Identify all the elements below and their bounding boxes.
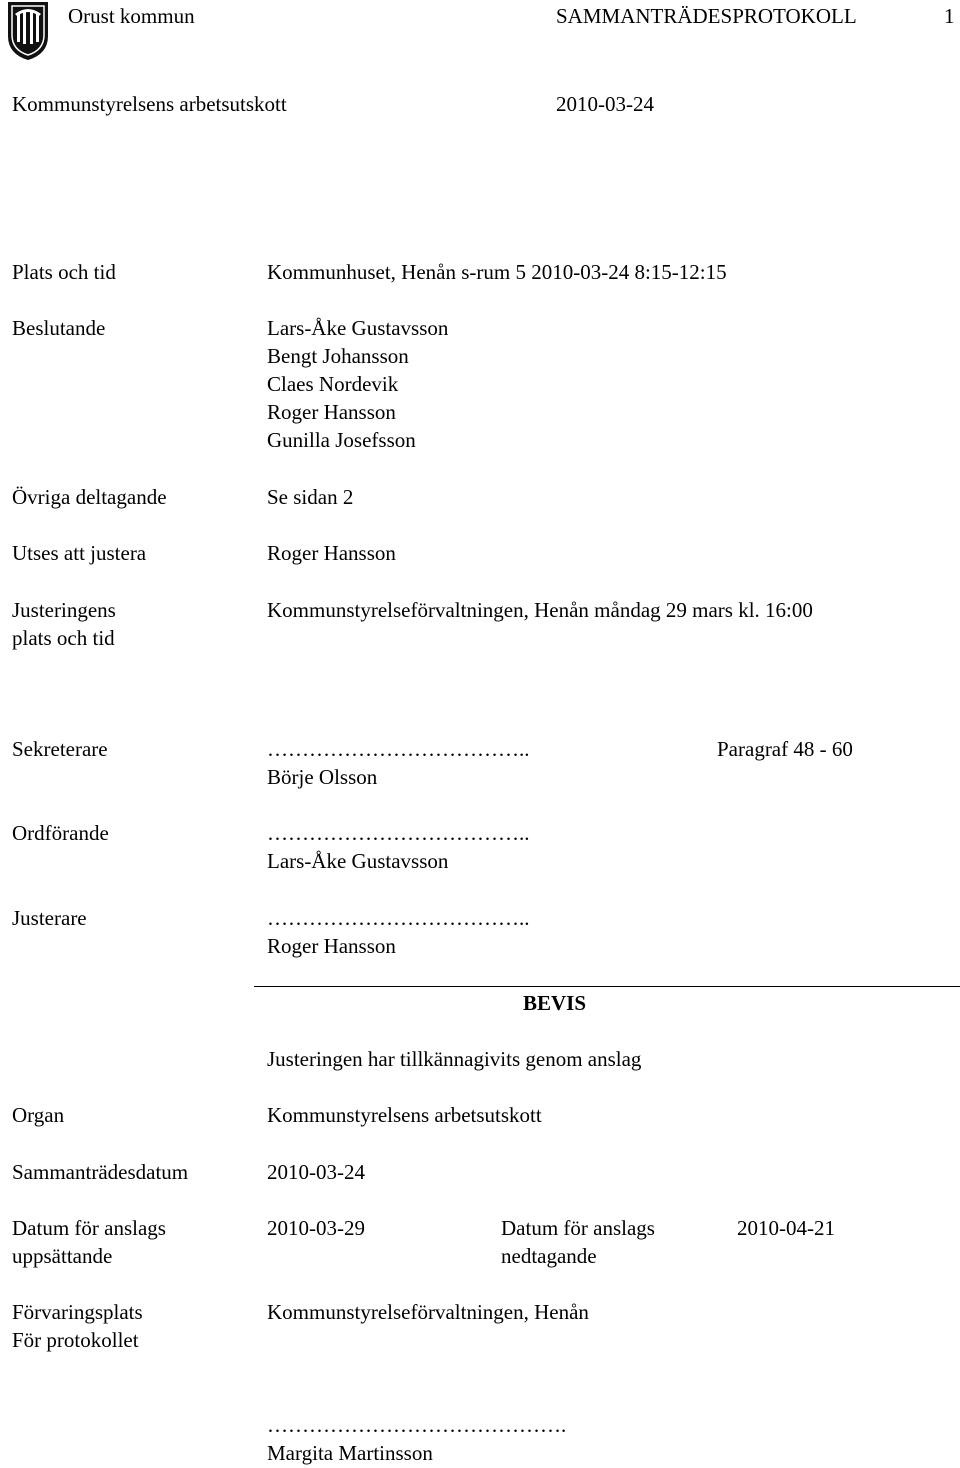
secretary-label: Sekreterare [12,737,108,761]
storage-label-2: För protokollet [12,1328,139,1352]
municipal-coat-of-arms-icon [6,0,50,62]
document-type: SAMMANTRÄDESPROTOKOLL [556,4,857,28]
organ-label: Organ [12,1103,65,1127]
removal-date-value: 2010-04-21 [737,1216,835,1240]
adjuster-name: Roger Hansson [267,934,396,958]
adjuster-select-label: Utses att justera [12,541,147,565]
section-divider [254,986,960,987]
others-value: Se sidan 2 [267,485,354,509]
adjust-place-label: Justeringens [12,598,116,622]
adjust-place-label-2: plats och tid [12,626,115,650]
meeting-date: 2010-03-24 [556,92,654,116]
signer-name: Margita Martinsson [267,1441,433,1465]
place-label: Plats och tid [12,260,116,284]
storage-label: Förvaringsplats [12,1300,143,1324]
chair-signature-line: ……………………………….. [267,821,530,845]
list-item: Bengt Johansson [267,344,409,368]
adjust-place-value: Kommunstyrelseförvaltningen, Henån måndag 29 mars kl. 16:00 [267,598,813,622]
meeting-date-label: Sammanträdesdatum [12,1160,189,1184]
others-label: Övriga deltagande [12,485,167,509]
posting-date-value: 2010-03-29 [267,1216,365,1240]
signer-signature-line: ……………………………………. [267,1413,567,1437]
deciding-members-list [267,314,448,454]
deciding-label: Beslutande [12,316,106,340]
bevis-statement: Justeringen har tillkännagivits genom anslag [267,1047,642,1071]
page-number: 1 [944,4,955,28]
secretary-name: Börje Olsson [267,765,378,789]
chair-name: Lars-Åke Gustavsson [267,849,449,873]
removal-date-label: Datum för anslags [501,1216,655,1240]
list-item: Gunilla Josefsson [267,428,416,452]
municipality-name: Orust kommun [68,4,195,28]
meeting-date-value: 2010-03-24 [267,1160,365,1184]
committee-name: Kommunstyrelsens arbetsutskott [12,92,287,116]
adjuster-select-value: Roger Hansson [267,541,396,565]
posting-date-label-2: uppsättande [12,1244,113,1268]
organ-value: Kommunstyrelsens arbetsutskott [267,1103,542,1127]
place-value: Kommunhuset, Henån s-rum 5 2010-03-24 8:15-12:15 [267,260,727,284]
posting-date-label: Datum för anslags [12,1216,166,1240]
list-item: Lars-Åke Gustavsson [267,316,449,340]
list-item: Roger Hansson [267,400,396,424]
adjuster-signature-line: ……………………………….. [267,906,530,930]
storage-value: Kommunstyrelseförvaltningen, Henån [267,1300,589,1324]
adjuster-label: Justerare [12,906,87,930]
chair-label: Ordförande [12,821,109,845]
secretary-signature-line: ……………………………….. [267,737,530,761]
removal-date-label-2: nedtagande [501,1244,597,1268]
bevis-title: BEVIS [523,991,587,1015]
list-item: Claes Nordevik [267,372,399,396]
paragraph-range: Paragraf 48 - 60 [717,737,853,761]
